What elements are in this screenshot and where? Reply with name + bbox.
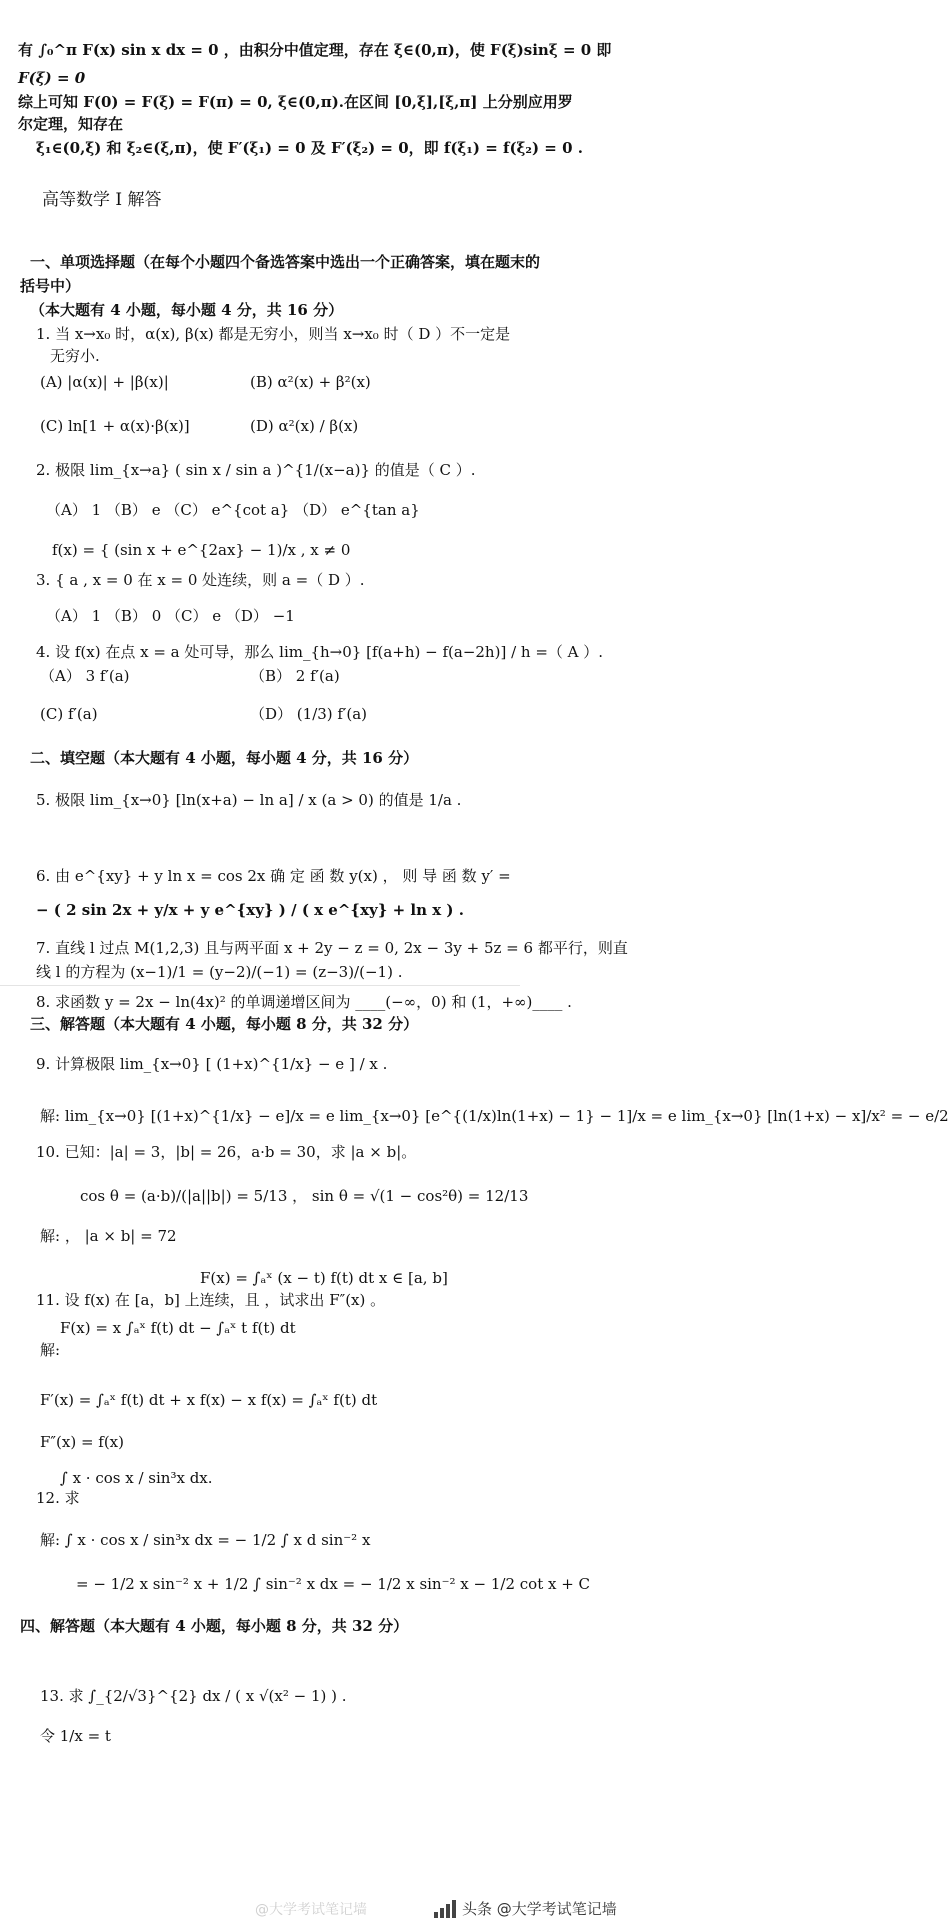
text-line: 4. 设 f(x) 在点 x = a 处可导，那么 lim_{h→0} [f(a+h) − f(a−2h)] / h =（ A ）. [36,643,604,661]
text-line: = − 1/2 x sin⁻² x + 1/2 ∫ sin⁻² x dx = − 1/2 x sin⁻² x − 1/2 cot x + C [76,1575,591,1593]
text-line: 解: lim_{x→0} [(1+x)^{1/x} − e]/x = e lim_{x→0} [e^{(1/x)ln(1+x) − 1} − 1]/x = e lim_{x→0} [ln(1+x) − x]/x² = − e/2 [40,1107,949,1125]
text-line: 10. 已知：|a| = 3，|b| = 26，a·b = 30，求 |a × b|。 [36,1143,417,1161]
text-line: ∫ x · cos x / sin³x dx. [60,1469,213,1487]
text-line: (D) α²(x) / β(x) [250,417,359,435]
text-line: 尔定理，知存在 [18,115,124,133]
text-line: 高等数学 I 解答 [42,190,162,210]
text-line: （A） 3 f′(a) [40,667,130,685]
signal-bars-icon [434,1900,458,1918]
watermark-text: @大学考试笔记墙 [255,1902,367,1918]
footer-credit: 头条 @大学考试笔记墙 [462,1900,617,1918]
text-line: 四、解答题（本大题有 4 小题，每小题 8 分，共 32 分） [20,1617,409,1635]
text-line: F(x) = x ∫ₐˣ f(t) dt − ∫ₐˣ t f(t) dt [60,1319,296,1337]
text-line: 6. 由 e^{xy} + y ln x = cos 2x 确 定 函 数 y(x) ， 则 导 函 数 y′ = [36,867,511,885]
text-line: 13. 求 ∫_{2/√3}^{2} dx / ( x √(x² − 1) ) . [40,1687,347,1705]
text-line: 3. { a , x = 0 在 x = 0 处连续，则 a =（ D ）. [36,571,365,589]
text-line: (B) α²(x) + β²(x) [250,373,371,391]
text-line: （A） 1 （B） e （C） e^{cot a} （D） e^{tan a} [46,501,420,519]
text-line: 一、单项选择题（在每个小题四个备选答案中选出一个正确答案，填在题末的 [30,253,541,271]
text-line: 11. 设 f(x) 在 [a，b] 上连续，且 ，试求出 F″(x) 。 [36,1291,386,1309]
text-line: 令 1/x = t [40,1727,111,1745]
text-line: 解: ， |a × b| = 72 [40,1227,177,1245]
text-line: f(x) = { (sin x + e^{2ax} − 1)/x , x ≠ 0 [52,541,351,559]
text-line: （B） 2 f′(a) [250,667,340,685]
text-line: 5. 极限 lim_{x→0} [ln(x+a) − ln a] / x (a > 0) 的值是 1/a . [36,791,462,809]
text-line: 9. 计算极限 lim_{x→0} [ (1+x)^{1/x} − e ] / x . [36,1055,388,1073]
text-line: 无穷小. [50,347,100,365]
text-line: 括号中） [20,277,81,295]
text-line: 12. 求 [36,1489,80,1507]
text-line: 7. 直线 l 过点 M(1,2,3) 且与两平面 x + 2y − z = 0, 2x − 3y + 5z = 6 都平行，则直 [36,939,628,957]
text-line: （A） 1 （B） 0 （C） e （D） −1 [46,607,295,625]
text-line: (A) |α(x)| + |β(x)| [40,373,169,391]
text-line: ξ₁∈(0,ξ) 和 ξ₂∈(ξ,π)，使 F′(ξ₁) = 0 及 F′(ξ₂) = 0，即 f(ξ₁) = f(ξ₂) = 0 . [36,139,583,157]
text-line: 线 l 的方程为 (x−1)/1 = (y−2)/(−1) = (z−3)/(−1) . [36,963,403,981]
text-line: (C) ln[1 + α(x)·β(x)] [40,417,190,435]
text-line: （本大题有 4 小题，每小题 4 分，共 16 分） [30,301,344,319]
text-line: − ( 2 sin 2x + y/x + y e^{xy} ) / ( x e^{xy} + ln x ) . [36,901,464,919]
text-line: 综上可知 F(0) = F(ξ) = F(π) = 0, ξ∈(0,π).在区间 [0,ξ],[ξ,π] 上分别应用罗 [18,93,573,111]
text-line: （D） (1/3) f′(a) [250,705,368,723]
text-line: cos θ = (a·b)/(|a||b|) = 5/13 ， sin θ = √(1 − cos²θ) = 12/13 [80,1187,529,1205]
text-line: 解: ∫ x · cos x / sin³x dx = − 1/2 ∫ x d sin⁻² x [40,1531,371,1549]
text-line: 解: [40,1341,61,1359]
text-line: 二、填空题（本大题有 4 小题，每小题 4 分，共 16 分） [30,749,419,767]
text-line: 8. 求函数 y = 2x − ln(4x)² 的单调递增区间为 ____(−∞，0) 和 (1，+∞)____ . [36,993,572,1011]
text-line: 1. 当 x→x₀ 时，α(x), β(x) 都是无穷小，则当 x→x₀ 时（ D ）不一定是 [36,325,511,343]
text-line: (C) f′(a) [40,705,98,723]
text-line: F′(x) = ∫ₐˣ f(t) dt + x f(x) − x f(x) = ∫ₐˣ f(t) dt [40,1391,378,1409]
page-divider [0,985,520,986]
text-line: F″(x) = f(x) [40,1433,124,1451]
text-line: 有 ∫₀^π F(x) sin x dx = 0 ，由积分中值定理，存在 ξ∈(0,π)，使 F(ξ)sinξ = 0 即 [18,41,612,59]
text-line: 三、解答题（本大题有 4 小题，每小题 8 分，共 32 分） [30,1015,419,1033]
text-line: F(ξ) = 0 [18,69,86,87]
text-line: 2. 极限 lim_{x→a} ( sin x / sin a )^{1/(x−a)} 的值是（ C ）. [36,461,476,479]
text-line: F(x) = ∫ₐˣ (x − t) f(t) dt x ∈ [a, b] [200,1269,448,1287]
